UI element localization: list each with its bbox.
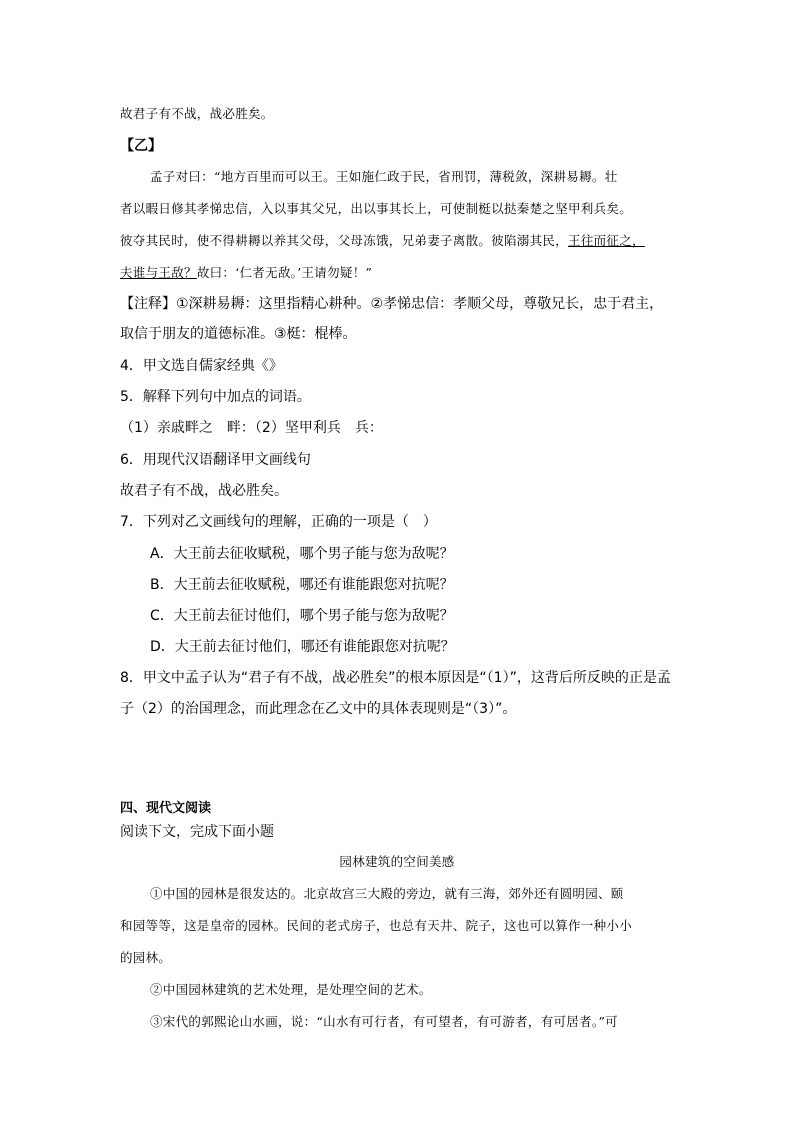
question-7-option-c: C．大王前去征讨他们，哪个男子能与您为敌呢？ [150,608,454,624]
article-paragraph-1-line-1: ①中国的园林是很发达的。北京故宫三大殿的旁边，就有三海，郊外还有圆明园、颐 [150,886,624,901]
underlined-sentence-part-1: 王往而征之， [568,233,645,248]
question-7-option-a: A．大王前去征收赋税，哪个男子能与您为敌呢？ [150,546,454,562]
article-paragraph-3-line-1: ③宋代的郭熙论山水画，说：“山水有可行者，有可望者，有可游者，有可居者。”可 [150,1014,618,1029]
passage-yi-line-4-text: 故曰：‘仁者无敌。’王请勿疑！” [196,265,373,280]
passage-jia-last-line: 故君子有不战，战必胜矣。 [120,106,274,121]
article-paragraph-2: ②中国园林建筑的艺术处理，是处理空间的艺术。 [150,982,432,997]
section-4-instruction: 阅读下文，完成下面小题 [120,824,274,840]
question-4: 4．甲文选自儒家经典《》 [120,358,283,374]
notes-line-1: 【注释】①深耕易耨：这里指精心耕种。②孝悌忠信：孝顺父母，尊敬兄长，忠于君主， [120,296,664,312]
question-8-line-1: 8．甲文中孟子认为“君子有不战，战必胜矣”的根本原因是“（1）”，这背后所反映的正是孟 [120,670,671,686]
passage-yi-line-2: 者以暇日修其孝悌忠信，入以事其父兄，出以事其长上，可使制梃以挞秦楚之坚甲利兵矣。 [120,201,633,216]
question-8-line-2: 子（2）的治国理念，而此理念在乙文中的具体表现则是“（3）”。 [120,701,517,717]
notes-line-2: 取信于朋友的道德标准。③梃：棍棒。 [120,326,357,342]
question-6-sentence: 故君子有不战，战必胜矣。 [120,483,288,499]
question-5-items: （1）亲戚畔之 畔：（2）坚甲利兵 兵： [120,420,383,436]
passage-yi-line-3 [120,231,645,249]
underlined-sentence-part-2: 夫谁与王敌？ [120,265,197,280]
passage-yi-line-1: 孟子对曰：“地方百里而可以王。王如施仁政于民，省刑罚，薄税敛，深耕易耨。壮 [150,169,618,184]
question-7-option-d: D．大王前去征讨他们，哪还有谁能跟您对抗呢？ [150,639,455,655]
question-6: 6．用现代汉语翻译甲文画线句 [120,452,311,468]
article-paragraph-1-line-3: 的园林。 [120,950,172,965]
question-7-option-b: B．大王前去征收赋税，哪还有谁能跟您对抗呢？ [150,577,454,593]
passage-yi-line-4 [120,263,372,281]
question-5: 5．解释下列句中加点的词语。 [120,389,311,405]
article-title: 园林建筑的空间美感 [339,854,455,869]
article-paragraph-1-line-2: 和园等等，这是皇帝的园林。民间的老式房子，也总有天井、院子，这也可以算作一种小小 [120,918,633,933]
question-7: 7．下列对乙文画线句的理解，正确的一项是（ ） [120,514,437,530]
passage-yi-label: 【乙】 [120,138,162,154]
passage-yi-line-3-text: 彼夺其民时，使不得耕耨以养其父母，父母冻饿，兄弟妻子离散。彼陷溺其民， [120,233,569,248]
section-4-heading: 四、现代文阅读 [120,801,212,816]
